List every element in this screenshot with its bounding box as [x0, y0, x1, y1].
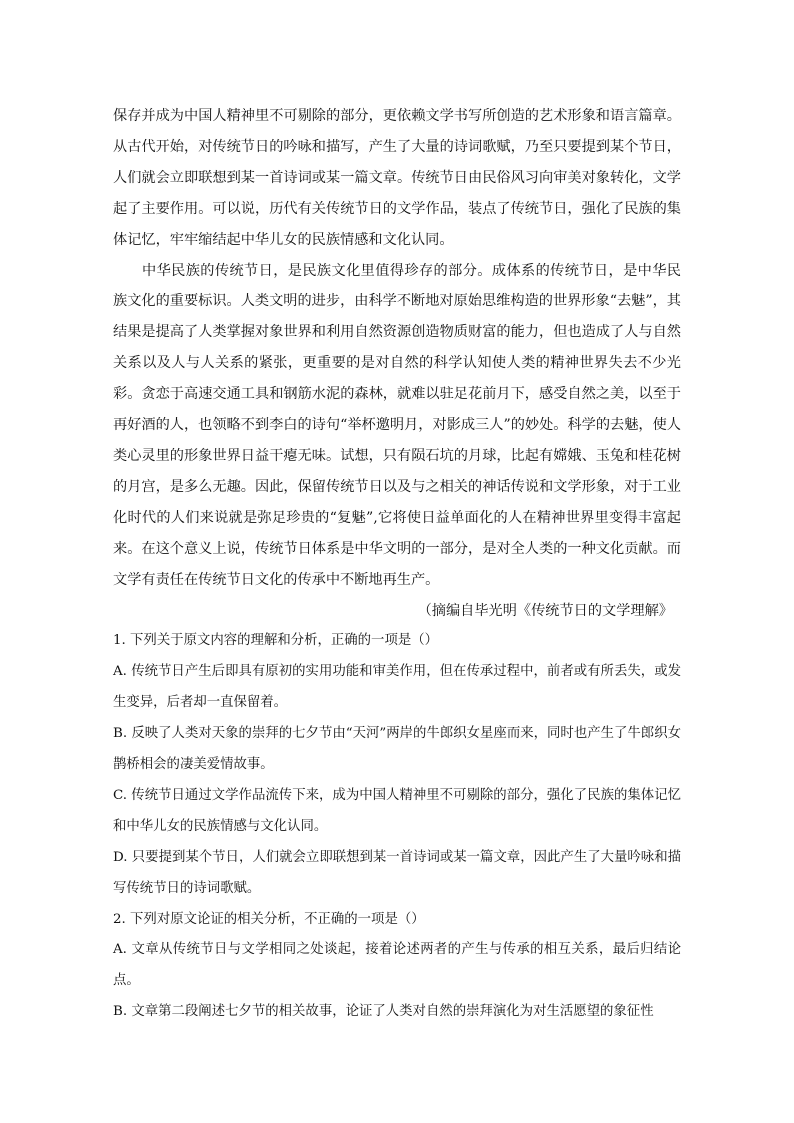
document-page — [113, 101, 681, 1028]
question-1-stem: 1. 下列关于原文内容的理解和分析，正确的一项是（） — [113, 633, 439, 649]
passage-paragraph-2: 中华民族的传统节日，是民族文化里值得珍存的部分。成体系的传统节日，是中华民族文化的重要标识。人类文明的进步，由科学不断地对原始思维构造的世界形象“去魅”，其结果是提高了人类掌握对象世界和利用自然资源创造物质财富的能力，但也造成了人与自然关系以及人与人关系的紧张，更重要的是对自然的科学认知使人类的精神世界失去不少光彩。贪恋于高速交通工具和钢筋水泥的森林，就难以驻足花前月下，感受自然之美，以至于再好酒的人，也领略不到李白的诗句“举杯邀明月，对影成三人”的妙处。科学的去魅，使人类心灵里的形象世界日益干瘪无味。试想，只有陨石坑的月球，比起有嫦娥、玉兔和桂花树的月宫，是多么无趣。因此，保留传统节日以及与之相关的神话传说和文学形象，对于工业化时代的人们来说就是弥足珍贵的“复魅”,它将使日益单面化的人在精神世界里变得丰富起来。在这个意义上说，传统节日体系是中华文明的一部分，是对全人类的一种文化贡献。而文学有责任在传统节日文化的传承中不断地再生产。 — [113, 262, 681, 588]
passage-source: （摘编自毕光明《传统节日的文学理解》 — [417, 602, 673, 619]
question-1-option-c: C. 传统节日通过文学作品流传下来，成为中国人精神里不可剔除的部分，强化了民族的集体记忆和中华儿女的民族情感与文化认同。 — [113, 787, 681, 834]
passage-paragraph-1: 保存并成为中国人精神里不可剔除的部分，更依赖文学书写所创造的艺术形象和语言篇章。从古代开始，对传统节日的吟咏和描写，产生了大量的诗词歌赋，乃至只要提到某个节日，人们就会立即联想到某一首诗词或某一篇文章。传统节日由民俗风习向审美对象转化，文学起了主要作用。可以说，历代有关传统节日的文学作品，装点了传统节日，强化了民族的集体记忆，牢牢缩结起中华儿女的民族情感和文化认同。 — [113, 108, 681, 248]
question-2-option-a: A. 文章从传统节日与文学相同之处谈起，接着论述两者的产生与传承的相互关系，最后归结论点。 — [113, 942, 681, 989]
question-1-option-a: A. 传统节日产生后即具有原初的实用功能和审美作用，但在传承过程中，前者或有所丢失，或发生变异，后者却一直保留着。 — [113, 664, 681, 711]
question-1-option-b: B. 反映了人类对天象的崇拜的七夕节由“天河”两岸的牛郎织女星座而来，同时也产生了牛郎织女鹊桥相会的凄美爱情故事。 — [113, 726, 681, 773]
question-1-option-d: D. 只要提到某个节日，人们就会立即联想到某一首诗词或某一篇文章，因此产生了大量吟咏和描写传统节日的诗词歌赋。 — [113, 849, 681, 896]
question-2-option-b: B. 文章第二段阐述七夕节的相关故事，论证了人类对自然的崇拜演化为对生活愿望的象征性 — [113, 1004, 654, 1020]
question-2-stem: 2. 下列对原文论证的相关分析，不正确的一项是（） — [113, 911, 425, 927]
